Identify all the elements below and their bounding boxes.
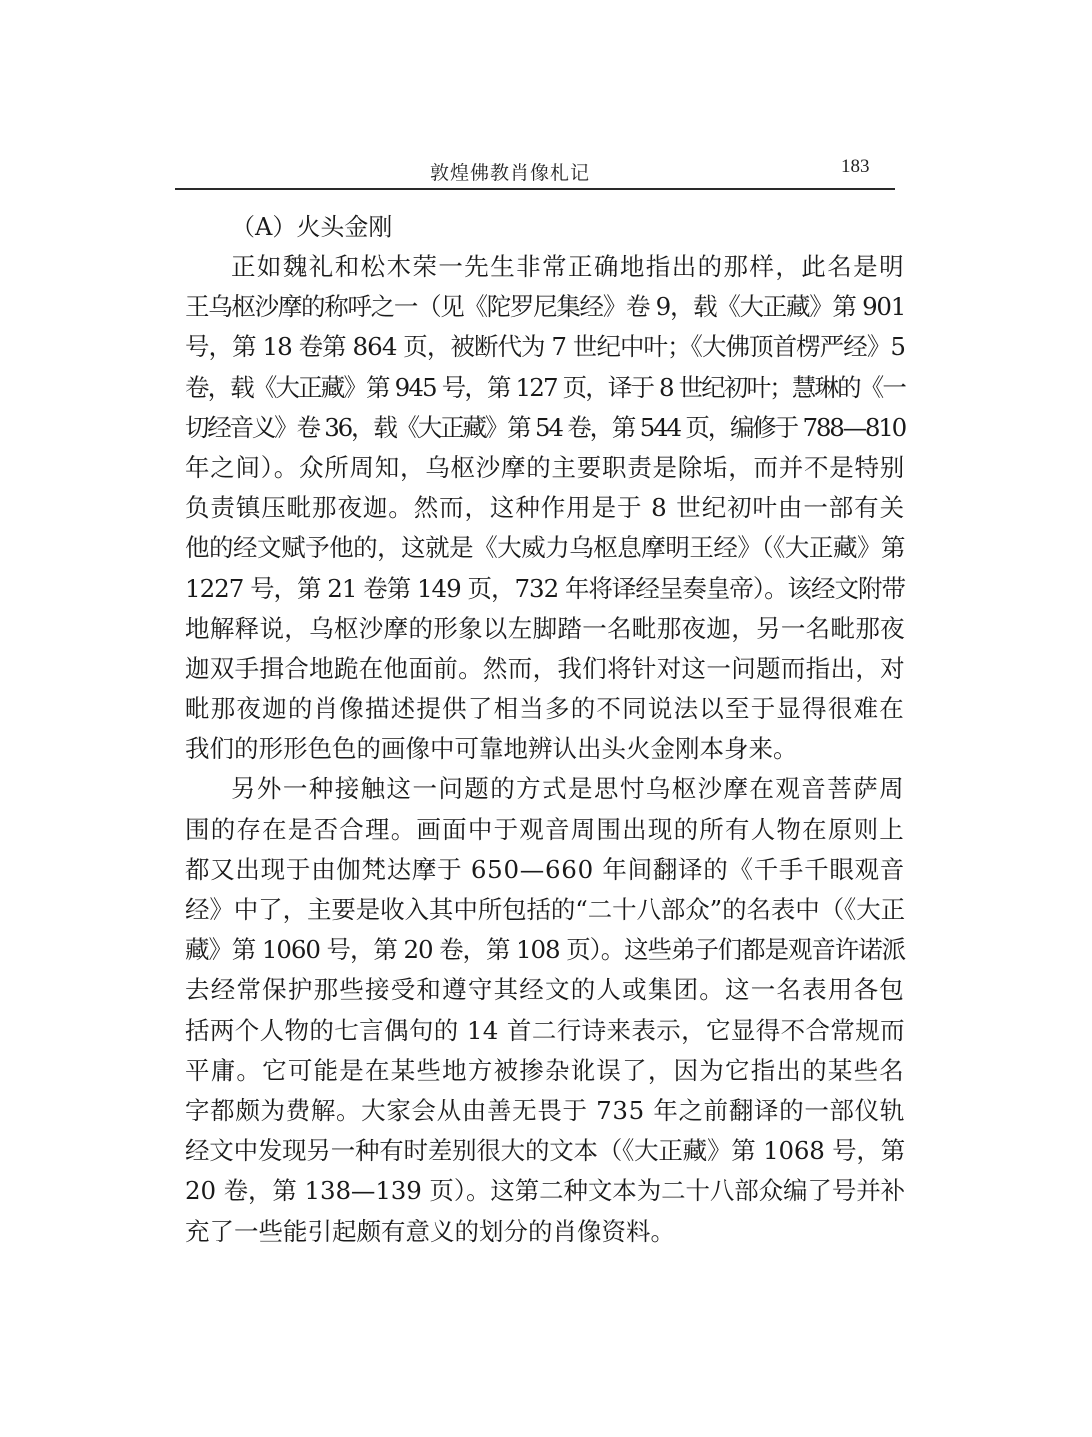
text-line: 我们的形形色色的画像中可靠地辨认出头火金刚本身来。	[185, 734, 798, 764]
text-line: 年之间）。众所周知，乌枢沙摩的主要职责是除垢，而并不是特别	[185, 452, 905, 482]
text-line: 切经音义》卷 36，载《大正藏》第 54 卷，第 544 页，编修于 788—810	[185, 412, 905, 442]
text-line: 负责镇压毗那夜迦。然而，这种作用是于 8 世纪初叶由一部有关	[185, 493, 905, 523]
running-header	[175, 152, 895, 190]
text-line: 去经常保护那些接受和遵守其经文的人或集团。这一名表用各包	[185, 975, 905, 1005]
text-line: 平庸。它可能是在某些地方被掺杂讹误了，因为它指出的某些名	[185, 1055, 905, 1085]
text-line: 他的经文赋予他的，这就是《大威力乌枢息摩明王经》（《大正藏》第	[185, 533, 905, 563]
text-line: 卷，载《大正藏》第 945 号，第 127 页，译于 8 世纪初叶；慧琳的《一	[185, 372, 905, 402]
text-line: 1227 号，第 21 卷第 149 页，732 年将译经呈奏皇帝）。该经文附带	[185, 573, 905, 603]
text-line: 号，第 18 卷第 864 页，被断代为 7 世纪中叶；《大佛顶首楞严经》5	[185, 332, 905, 362]
text-line: 经文中发现另一种有时差别很大的文本（《大正藏》第 1068 号，第	[185, 1136, 905, 1166]
text-line: 王乌枢沙摩的称呼之一（见《陀罗尼集经》卷 9，载《大正藏》第 901	[185, 292, 905, 322]
text-line: 另外一种接触这一问题的方式是思忖乌枢沙摩在观音菩萨周	[231, 774, 905, 804]
text-line: 经》中了，主要是收入其中所包括的“二十八部众”的名表中（《大正	[185, 895, 905, 924]
text-line: 都又出现于由伽梵达摩于 650—660 年间翻译的《千手千眼观音	[185, 854, 905, 884]
text-line: 正如魏礼和松木荣一先生非常正确地指出的那样，此名是明	[231, 252, 905, 281]
text-line: 充了一些能引起颇有意义的划分的肖像资料。	[185, 1216, 675, 1246]
page-number: 183	[841, 156, 870, 177]
text-line: 括两个人物的七言偶句的 14 首二行诗来表示，它显得不合常规而	[185, 1015, 905, 1045]
text-line: 地解释说，乌枢沙摩的形象以左脚踏一名毗那夜迦，另一名毗那夜	[185, 613, 905, 643]
text-line: 毗那夜迦的肖像描述提供了相当多的不同说法以至于显得很难在	[185, 694, 905, 724]
section-heading: （A）火头金刚	[231, 213, 393, 241]
text-line: 20 卷，第 138—139 页）。这第二种文本为二十八部众编了号并补	[185, 1176, 906, 1206]
text-line: 字都颇为费解。大家会从由善无畏于 735 年之前翻译的一部仪轨	[185, 1095, 905, 1125]
text-line: 藏》第 1060 号，第 20 卷，第 108 页）。这些弟子们都是观音许诺派	[185, 935, 905, 965]
paragraph-1	[185, 247, 905, 769]
text-line: 围的存在是否合理。画面中于观音周围出现的所有人物在原则上	[185, 814, 905, 844]
running-title: 敦煌佛教肖像札记	[430, 162, 591, 184]
body-text	[185, 208, 905, 1252]
text-line: 迦双手揖合地跪在他面前。然而，我们将针对这一问题而指出，对	[185, 653, 905, 683]
paragraph-2	[185, 769, 905, 1251]
